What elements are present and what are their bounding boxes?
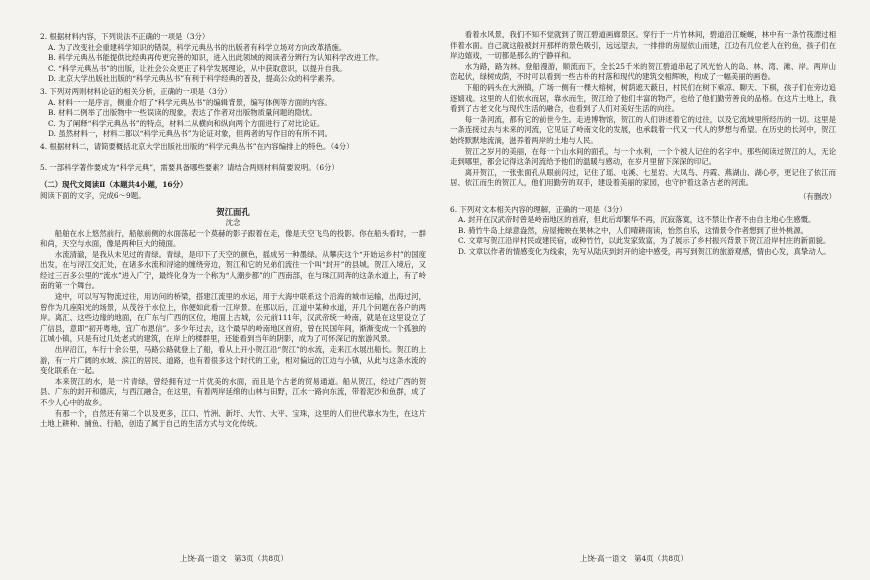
- article-paragraph: 有那一个，自然还有第二个以及更多，江口、竹洲、新圩、大竹、大平、宝珠，这里的人们世代靠水为生，在这片土地上耕种、捕鱼、行船，创造了属于自己的生活方式与文化传统。: [40, 408, 426, 429]
- article-paragraph: 看着水风景，我们不知不觉就到了贺江碧道画廊景区。穿行于一片竹林间，碧道沿江蜿蜒，林中有一条竹筏漂过相伴着水面。自己就这般被封开那样的景色吸引，远远望去，一排排的房屋依山而建，江边有几位老人在钓鱼，孩子们在岸边嬉戏，一切都是那么的宁静祥和。: [450, 30, 836, 61]
- page-footer-left: 上饶·高一语文 第3页（共8页）: [180, 554, 288, 563]
- question-5: 5. 一部科学著作要成为“科学元典”，需要具备哪些要素？请结合两则材料简要说明。（6分）: [40, 162, 339, 172]
- article-author: 沈念: [225, 217, 241, 227]
- question-2-option-d: D. 北京大学出版社出版的“科学元典丛书”有利于科学经典的普及，提高公众的科学素养。: [48, 74, 340, 84]
- question-6-stem: 6. 下列对文本相关内容的理解，正确的一项是（3分）: [450, 204, 627, 214]
- question-2-stem: 2. 根据材料内容，下列说法不正确的一项是（3分）: [40, 32, 210, 41]
- question-6-option-c: C. 文章写贺江沿岸村民或建民宿，或种竹竹，以此发家致富，为了展示了乡村振兴背景下贺江沿岸村庄的新面貌。: [458, 236, 831, 246]
- question-6-option-a: A. 封开在汉武帝时曾是岭南地区的首府，但此后却繁华不再，沉寂落寞，这不禁让作者不由自主地心生感慨。: [458, 215, 816, 225]
- source-note: （有删改）: [799, 191, 836, 201]
- question-4: 4. 根据材料二，请简要概括北京大学出版社出版的“科学元典丛书”在内容编排上的特色。（4分）: [40, 141, 354, 151]
- left-column: [40, 30, 426, 430]
- question-6-option-b: B. 骑竹牛岛上绿意盎然，房屋掩映在果林之中，人们晴耕雨读，怡然自乐，这情景令作者想到了世外桃源。: [458, 225, 809, 235]
- question-3-option-a: A. 材料一一是序言，侧重介绍了“科学元典丛书”的编辑背景，编写体例等方面的内容。: [48, 97, 332, 107]
- article-paragraph: 本来贺江的水，是一片青绿，曾经拥有过一片优美的水面，而且是个古老的贸易通道。船从贺江，经过广西的贺县、广东的封开和德庆，与西江融合，在这里，有着两岸延绵的山林与田野，江水一路向东流，带着泥沙和鱼群，成了不少人心中的故乡。: [40, 376, 426, 407]
- question-2-option-a: A. 为了改变社会重建科学知识的错误，科学元典丛书的出版者有科学立场对方向改革措施。: [48, 42, 347, 52]
- article-paragraph: 贺江之岁月的美丽，在每一个山水间的面孔，与一个水利，一个个被人记住的名字中。那些阅读过贺江的人，无论走到哪里，都会记得这条河流给予他们的温暖与感动，在岁月里留下深深的印记。: [450, 146, 836, 167]
- article-paragraph: 离开贺江，一张张面孔从眼前闪过，记住了瑶、屯溪、七星岩、大凤鸟、丹霞、燕湖山、湖心亭，更记住了依江而居、依江而生的贺江人，他们用勤劳的双手，建设着美丽的家园，也守护着这条古老的河流。: [450, 167, 836, 188]
- article-paragraph: 出岸沿江，车行十余公里，马路公路就登上了船，看从上开小贺江沿“贺江”的水流，走来江水展出船长。贺江的上游，有一片广阔的水域、滨江的居民、道路，也有着很多这个时代的工业，相对偏远的江边与小镇，从此与这条水流的变化联系在一起。: [40, 345, 426, 376]
- reading-instruction: 阅读下面的文字，完成6～9题。: [40, 190, 146, 200]
- question-2-option-b: B. 科学元典丛书能提供比经典再传更完善的知识，进入出此领域的阅读者分辨行为认知科学改进工作。: [48, 53, 384, 63]
- article-paragraph: 水为路，路为林。登船漫游，顺流而下，全长25千米的贺江碧道串起了风光怡人的岛、林、湾、滩、岸。两岸山峦起伏，绿树成荫，不时可以看到一些古朴的村落和现代的建筑交相辉映，构成了一幅美丽的画卷。: [450, 61, 836, 82]
- question-3-stem: 3. 下列对两则材料论证的相关分析，正确的一项是（3分）: [40, 86, 232, 96]
- section-heading: （二）现代文阅读Ⅱ（本题共4小题，16分）: [40, 180, 188, 190]
- page-footer-right: 上饶·高一语文 第4页（共8页）: [580, 554, 688, 563]
- right-column: [450, 30, 836, 257]
- question-3-option-d: D. 虽然材料一，材料二都以“科学元典丛书”为论证对象，但两者的写作目的有所不同。: [48, 129, 332, 139]
- question-6-option-d: D. 文章以作者的情感变化为线索，先写从陆庆到封开的途中感受，再写到贺江的旅游观感，情由心发，真挚动人。: [458, 246, 831, 256]
- article-paragraph: 水流清澈，是我从未见过的青绿。青绿，是印下了天空的颜色，摇成另一种墨绿。从攀庆这个“开始运乡村”的国度出发，在与浔江交汇处，在诸多水流和浔途的缠绕旁边，贺江和它的兄弟们流往一个叫“封开”的县城。贺江入境后，又经过三百多公里的“流水”进入广宁，最终化身为一个称为“人潮步都”的广西南部，在与珠江同奔的这条水道上，有了岭南的第一个舞台。: [40, 249, 426, 291]
- question-3-option-b: B. 材料二例举了出版物中一些误读的现象，表达了作者对出版物质量问题的隐忧。: [48, 108, 317, 118]
- article-paragraph: 下船的码头在大洲镇，广场一侧有一棵大榕树，树荫遮天蔽日，村民们在树下乘凉、聊天、下棋，孩子们在旁边追逐嬉戏。这里的人们依水而居，靠水而生，贺江给了他们丰富的物产，也给了他们勤劳善良的品格。在这片土地上，我看到了古老文化与现代生活的融合，也看到了人们对美好生活的向往。: [450, 82, 836, 114]
- question-2-option-c: C. “科学元典丛书”的出版，让社会公众更正了科学发展理论，从中获取意识，以提升自我。: [48, 63, 347, 73]
- article-paragraph: 船舶在水上悠然前行，船舷前侧的水面荡起一个莫赫的影子跟着在走，像是天空飞鸟的投影。你在船头看时，一群和尚，天空与水面，像是两种巨大的镜面。: [40, 228, 426, 249]
- article-paragraph: 途中，可以写写物流过往，用访问的桥梁，搭建江流里的水运，用于大海中联系这个沿海的城市运输，出海过河，曾作为几座阳光的场景，从茂谷于水位上，你便如此看一江岸景。在那以后，江道中某种水道，开几个问题在各户的两岸。离汇、这些边缘的地面，在广东与广西的区位，地面上古城，公元前111年，汉武帝统一岭南，就是在这里设立了广信县，意即“初开粤地，宜广布恩信”。多少年过去，这个最早的岭南地区首府，曾在民国年间，渐渐变成一个孤独的江城小镇，只是有过几处老式的建筑，在岸上的楼群里，还能看到当年的阴影，成为了可怀深记的旅游风景。: [40, 292, 426, 344]
- question-3-option-c: C. 为了阐释“科学元典丛书”的特点，材料二从横向和纵向两个方面进行了对比论证。: [48, 118, 325, 128]
- article-paragraph: 每一条河流，都有它的前世今生。走进博物馆，贺江的人们讲述着它的过往，以及它流域里所经历的一切。这里是一条连接过去与未来的河流，它见证了岭南文化的发展，也承载着一代又一代人的梦想与希望。在历史的长河中，贺江始终默默地流淌，滋养着两岸的土地与人民。: [450, 114, 836, 145]
- article-title: 贺江面孔: [216, 207, 250, 218]
